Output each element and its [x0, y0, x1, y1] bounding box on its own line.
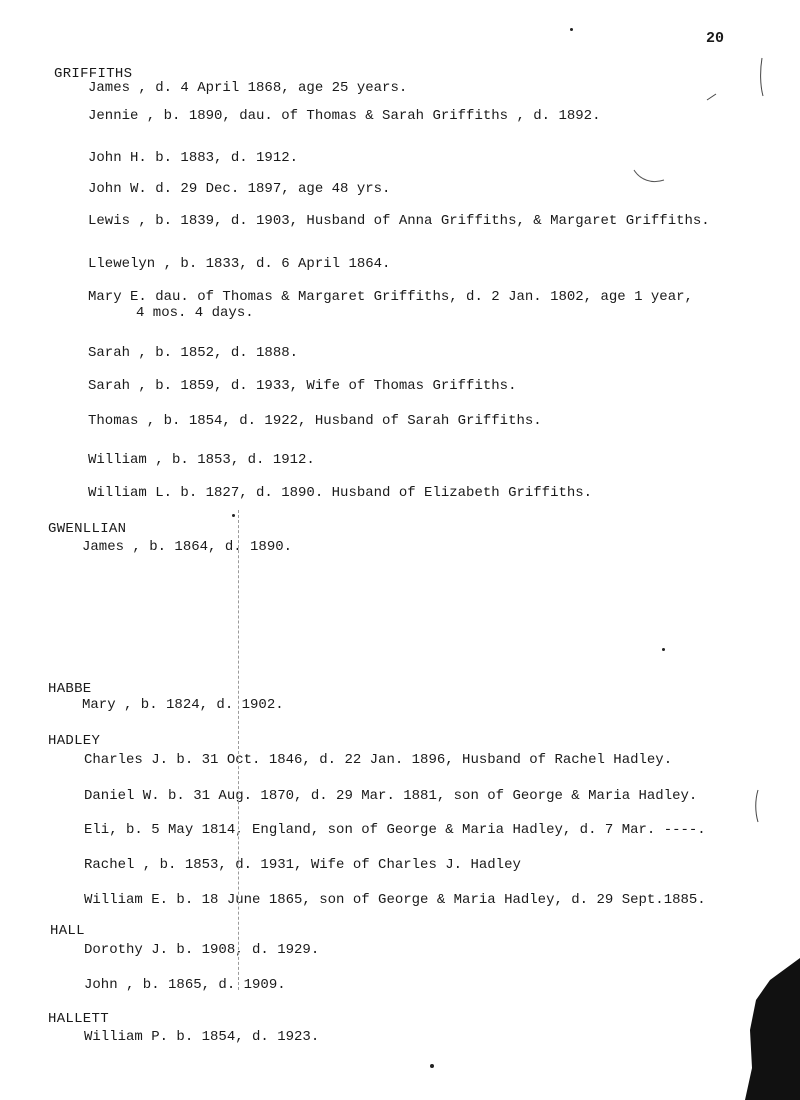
entry-line: Thomas , b. 1854, d. 1922, Husband of Sarah Griffiths. [88, 413, 542, 429]
entry-line: John W. d. 29 Dec. 1897, age 48 yrs. [88, 181, 391, 197]
surname-heading-hall: HALL [50, 923, 85, 939]
entry-line: Daniel W. b. 31 Aug. 1870, d. 29 Mar. 1881, son of George & Maria Hadley. [84, 788, 698, 804]
surname-heading-habbe: HABBE [48, 681, 92, 697]
entry-line: John , b. 1865, d. 1909. [84, 977, 286, 993]
entry-line: William P. b. 1854, d. 1923. [84, 1029, 320, 1045]
entry-line: Eli, b. 5 May 1814, England, son of George & Maria Hadley, d. 7 Mar. ----. [84, 822, 706, 838]
entry-line: Sarah , b. 1859, d. 1933, Wife of Thomas Griffiths. [88, 378, 517, 394]
entry-line: John H. b. 1883, d. 1912. [88, 150, 299, 166]
entry-line: Mary E. dau. of Thomas & Margaret Griffiths, d. 2 Jan. 1802, age 1 year, [88, 289, 693, 305]
entry-line: Lewis , b. 1839, d. 1903, Husband of Anna Griffiths, & Margaret Griffiths. [88, 213, 710, 229]
page-number: 20 [706, 30, 725, 47]
entry-line: Jennie , b. 1890, dau. of Thomas & Sarah Griffiths , d. 1892. [88, 108, 601, 124]
entry-line: Rachel , b. 1853, d. 1931, Wife of Charles J. Hadley [84, 857, 521, 873]
entry-line-continuation: 4 mos. 4 days. [136, 305, 254, 321]
entry-line: Charles J. b. 31 Oct. 1846, d. 22 Jan. 1896, Husband of Rachel Hadley. [84, 752, 673, 768]
entry-line: Mary , b. 1824, d. 1902. [82, 697, 284, 713]
entry-line: James , d. 4 April 1868, age 25 years. [88, 80, 408, 96]
entry-line: William L. b. 1827, d. 1890. Husband of Elizabeth Griffiths. [88, 485, 593, 501]
entry-line: Sarah , b. 1852, d. 1888. [88, 345, 299, 361]
entry-line: Llewelyn , b. 1833, d. 6 April 1864. [88, 256, 391, 272]
entry-line: William E. b. 18 June 1865, son of George & Maria Hadley, d. 29 Sept.1885. [84, 892, 706, 908]
margin-bracket-mark [761, 58, 763, 96]
scan-corner-blot [745, 958, 800, 1100]
surname-heading-gwenllian: GWENLLIAN [48, 521, 127, 537]
entry-line: Dorothy J. b. 1908, d. 1929. [84, 942, 320, 958]
stray-curve-mark [634, 170, 664, 182]
entry-line: James , b. 1864, d. 1890. [82, 539, 293, 555]
entry-line: William , b. 1853, d. 1912. [88, 452, 315, 468]
surname-heading-hadley: HADLEY [48, 733, 101, 749]
surname-heading-griffiths: GRIFFITHS [54, 66, 133, 82]
margin-bracket-mark [756, 790, 758, 822]
margin-tick-mark [707, 94, 716, 100]
surname-heading-hallett: HALLETT [48, 1011, 109, 1027]
